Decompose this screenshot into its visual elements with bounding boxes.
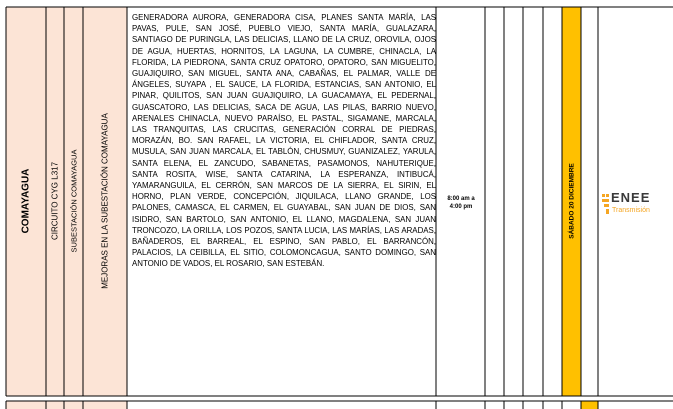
work-description: MEJORAS EN LA SUBESTACIÓN COMAYAGUA (100, 113, 110, 289)
schedule-time (436, 195, 486, 211)
logo-name: ENEE (611, 190, 651, 205)
time-start: 8:00 am a (447, 196, 475, 202)
date-label: SÁBADO 20 DICIEMBRE (568, 163, 575, 239)
region-label: COMAYAGUA (20, 168, 32, 234)
affected-areas-text: GENERADORA AURORA, GENERADORA CISA, PLANES SANTA MARÍA, LAS PAVAS, PULE, SAN JOSÉ, PUEBLO VIEJO, SANTA MARÍA, GUALAZARA, SANTIAGO DE PURINGLA, LAS DELICIAS, LLANO DE LA CRUZ, OROVILA, OJOS DE AGUA, HUERTAS, HORNITOS, LA LAGUNA, LA CUMBRE, CHINACLA, LA FLORIDA, LA PIEDRONA, SANTA CRUZ OPATORO, OPATORO, SAN MIGUELITO, GUAJIQUIRO, SAN MIGUEL, SANTA ANA, CABAÑAS, EL PALMAR, VALLE DE ÁNGELES, SUYAPA , EL SAUCE, LA FLORIDA, ESTANCIAS, SAN ANTONIO, EL PINAR, QUILITOS, SAN JUAN GUAJIQUIRO, LA GUACAMAYA, EL PEDERNAL, GUASCATORO, LAS DELICIAS, SACA DE AGUA, LAS PILAS, BARRIO NUEVO, ARENALES CHINACLA, NUEVO PARAÍSO, EL PASTAL, SIGAMANE, MARCALA, LAS TRANQUITAS, LAS CRUCITAS, GENERACIÓN CORRAL DE PIEDRAS, MORAZÁN, BO. SAN RAFAEL, LA VICTORIA, EL CHIFLADOR, SANTA CRUZ, MUSULA, SAN JUAN MARCALA, EL TABLÓN, CHUSMUY, GUANIZALEZ, YARULA, SANTA ELENA, EL ZANCUDO, SABANETAS, PASAMONOS, NAHUTERIQUE, SANTA ROSITA, WISE, SANTA CATARINA, LA ESPERANZA, INTIBUCÁ, YAMARANGUILA, EL CERRÓN, SAN MARCOS DE LA SIERRA, EL SIRIN, EL HORNO, PLAN VERDE, CONCEPCIÓN, JIQUILACA, LLANO GRANDE, LOS PALONES, CAMASCA, EL CARMEN, EL GUAYABAL, SAN JUAN DE DIOS, SAN ISIDRO, SAN BARTOLO, SAN ANTONIO, EL LLANO, MAGDALENA, SAN JUAN TRONCOZO, LA ORILLA, LOS POZOS, SANTA LUCIA, LAS MARÍAS, LAS ARADAS, BAÑADEROS, EL BARREAL, EL ESPINO, SAN PABLO, EL BARRANCÓN, PALACIOS, LA CEIBILLA, EL SITIO, COLOMONCAGUA, SANTO DOMINGO, SAN ANTONIO DE VADOS, EL ROSARIO, SAN ESTEBÁN. (132, 13, 436, 269)
logo-subtitle: Transmisión (612, 207, 650, 214)
circuit-label: CIRCUITO CYG L317 (50, 161, 60, 241)
enee-logo (598, 190, 673, 224)
date-cell-fill-bottom (581, 401, 598, 409)
region-cell-fill-bottom (6, 401, 127, 409)
time-end: 4:00 pm (449, 204, 473, 210)
substation-label: SUBESTACIÓN COMAYAGUA (69, 149, 78, 253)
enee-logo-icon (598, 194, 611, 214)
